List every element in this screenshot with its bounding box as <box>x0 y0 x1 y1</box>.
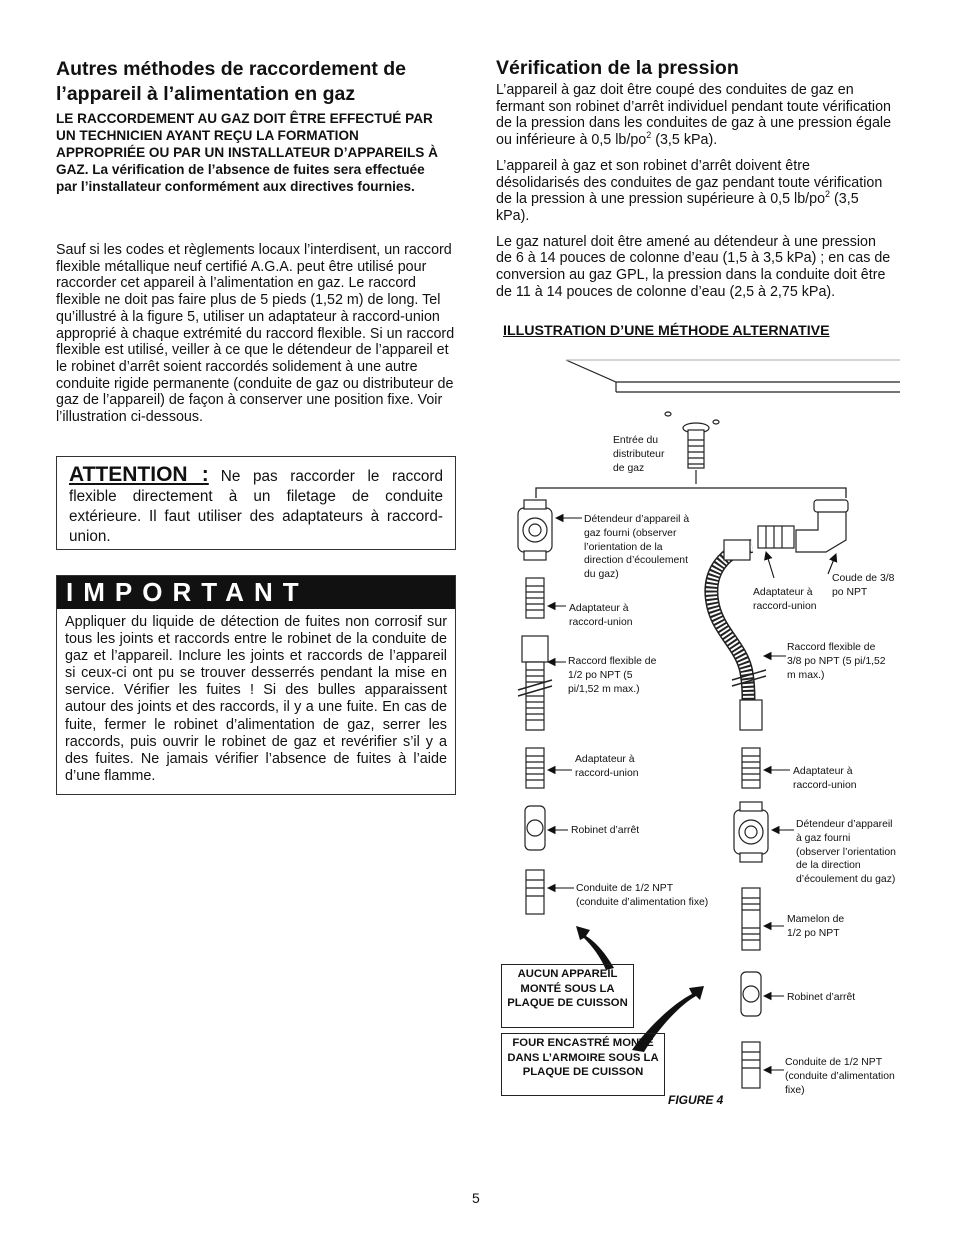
cooktop-slab <box>566 360 900 424</box>
illustration-title: ILLUSTRATION D’UNE MÉTHODE ALTERNATIVE <box>503 323 830 339</box>
label-flex-right: Raccord flexible de 3/8 po NPT (5 pi/1,52 m max.) <box>787 642 886 681</box>
important-box <box>56 575 456 795</box>
label-valve-right: Robinet d’arrêt <box>787 992 856 1003</box>
pressure-paragraph-2: L’appareil à gaz et son robinet d’arrêt doivent être désolidarisés des conduites de gaz pendant toute vérification de la pression à une pression supérieure à 0,5 $lb/po^2$ (3,5 kPa). <box>496 157 883 224</box>
page-number: 5 <box>472 1190 480 1206</box>
pressure-paragraph-1: L’appareil à gaz doit être coupé des conduites de gaz en fermant son robinet d’arrêt individuel pendant toute vérification de la pression dans les conduites de gaz à une pression égale ou inférieure à 0,5 $lb/po^2$ (3,5 kPa). <box>496 82 892 149</box>
label-adapter-left-bottom: Adaptateur à raccord-union <box>575 754 639 779</box>
label-regulator-right: Détendeur d’appareil à gaz fourni (observer l’orientation de la direction d’écoulement du gaz) <box>796 819 896 886</box>
label-flex-left: Raccord flexible de 1/2 po NPT (5 pi/1,52 m max.) <box>568 656 657 695</box>
box-built-in-oven: FOUR ENCASTRÉ MONTÉ DANS L’ARMOIRE SOUS LA PLAQUE DE CUISSON <box>501 1033 665 1096</box>
left-assembly <box>518 500 552 914</box>
label-pipe-left: Conduite de 1/2 NPT (conduite d’alimentation fixe) <box>576 883 709 908</box>
important-text: Appliquer du liquide de détection de fuites non corrosif sur tous les joints et raccords entre le robinet de la conduite de gaz et l’appareil. Inclure les joints et raccords de l’appareil si ceux-ci ont pu se trouver desserrés pendant la mise en service. Vérifier les fuites ! Si des bulles apparaissent autour des joints et des raccords, il y a une fuite. En cas de fuite, fermer le robinet d’alimentation de gaz, serrer les raccords, puis ouvrir le robinet de gaz et revérifier s’il y a des fuites. Ne jamais vérifier l’absence de fuites à l’aide d’une flamme. <box>65 614 447 784</box>
attention-text: Ne pas raccorder le raccord flexible directement à un filetage de conduite extérieure. Il faut utiliser des adaptateurs à raccord-union. <box>69 468 443 545</box>
gas-inlet-pipe <box>683 423 709 468</box>
figure-caption: FIGURE 4 <box>668 1093 724 1107</box>
attention-box <box>56 456 456 550</box>
label-adapter-right-bottom: Adaptateur à raccord-union <box>793 766 857 791</box>
section-title-alternative-methods: Autres méthodes de raccordement de l’appareil à l’alimentation en gaz <box>56 58 407 105</box>
label-nipple: Mamelon de 1/2 po NPT <box>787 914 845 939</box>
attention-label: ATTENTION : <box>69 463 209 486</box>
label-regulator-left: Détendeur d’appareil à gaz fourni (observer l’orientation de la direction d’écoulement du gaz) <box>584 514 690 581</box>
section-title-pressure-check: Vérification de la pression <box>496 57 739 79</box>
bracket-line <box>536 488 846 498</box>
label-adapter-left-top: Adaptateur à raccord-union <box>569 603 633 628</box>
label-adapter-right-top: Adaptateur à raccord-union <box>753 587 817 612</box>
label-gas-inlet: Entrée du distributeur de gaz <box>613 435 665 474</box>
box-no-appliance: AUCUN APPAREIL MONTÉ SOUS LA PLAQUE DE CUISSON <box>501 964 634 1028</box>
label-elbow: Coude de 3/8 po NPT <box>832 573 895 598</box>
installer-warning: LE RACCORDEMENT AU GAZ DOIT ÊTRE EFFECTUÉ PAR UN TECHNICIEN AYANT REÇU LA FORMATION APPROPRIÉE OU PAR UN INSTALLATEUR D’APPAREILS À GAZ. La vérification de l’absence de fuites sera effectuée par l’installateur conformément aux directives fournies. <box>56 111 438 194</box>
important-header: IMPORTANT <box>57 576 455 609</box>
label-pipe-right: Conduite de 1/2 NPT (conduite d’alimentation fixe) <box>785 1057 895 1096</box>
pressure-paragraph-3: Le gaz naturel doit être amené au détendeur à une pression de 6 à 14 pouces de colonne d’eau (1,5 à 3,5 kPa) ; en cas de conversion au gaz GPL, la pression dans la conduite doit être de 11 à 14 pouces de colonne d’eau (2,5 à 2,75 kPa). <box>496 233 891 300</box>
label-valve-left: Robinet d’arrêt <box>571 825 640 836</box>
flex-connector-paragraph: Sauf si les codes et règlements locaux l’interdisent, un raccord flexible métallique neuf certifié A.G.A. peut être utilisé pour raccorder cet appareil à l’alimentation en gaz. Le raccord flexible ne doit pas faire plus de 5 pieds (1,52 m) de long. Tel qu’illustré à la figure 5, utiliser un adaptateur à raccord-union approprié à chaque extrémité du raccord flexible. Si un raccord flexible est utilisé, veiller à ce que le détendeur de l’appareil et le robinet d’arrêt soient raccordés solidement à une autre conduite rigide permanente (conduite de gaz ou distributeur de gaz de l’appareil) de façon à conserver une position fixe. Voir l’illustration ci-dessous. <box>56 242 455 426</box>
pressure-text-block <box>496 82 892 309</box>
